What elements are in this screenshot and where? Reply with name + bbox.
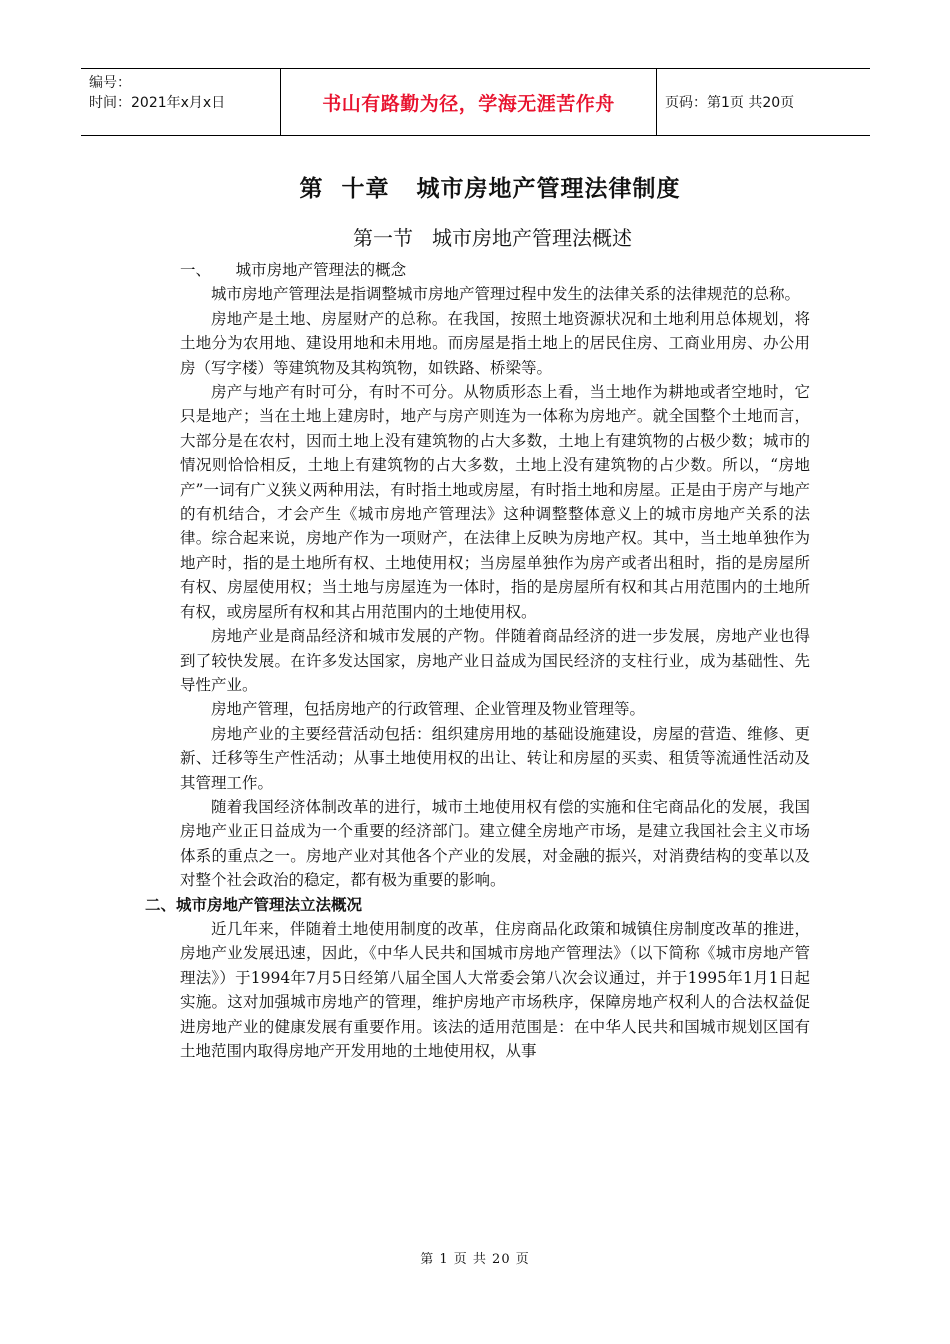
heading-legislation: 二、城市房地产管理法立法概况 [145, 895, 363, 914]
paragraph: 房地产管理，包括房地产的行政管理、企业管理及物业管理等。 [211, 700, 646, 719]
page-footer: 第 1 页 共 20 页 [420, 1252, 530, 1267]
chapter-title: 第 十章 城市房地产管理法律制度 [299, 176, 681, 202]
paragraph: 近几年来，伴随着土地使用制度的改革，住房商品化政策和城镇住房制度改革的推进，房地产业发展迅速，因此，《中华人民共和国城市房地产管理法》（以下简称《城市房地产管理法》）于1994年7月5日经第八届全国人大常委会第八次会议通过，并于1995年1月1日起实施。这对加强城市房地产的管理，维护房地产市场秩序，保障房地产权利人的合法权益促进房地产业的健康发展有重要作用。该法的适用范围是：在中华人民共和国城市规划区国有土地范围内取得房地产开发用地的土地使用权，从事 [180, 919, 810, 1060]
paragraph: 房地产是土地、房屋财产的总称。在我国，按照土地资源状况和土地利用总体规划，将土地分为农用地、建设用地和未用地。而房屋是指土地上的居民住房、工商业用房、办公用房（写字楼）等建筑物及其构筑物，如铁路、桥梁等。 [180, 309, 810, 377]
paragraph: 房地产业的主要经营活动包括：组织建房用地的基础设施建设，房屋的营造、维修、更新、迁移等生产性活动；从事土地使用权的出让、转让和房屋的买卖、租赁等流通性活动及其管理工作。 [180, 724, 810, 792]
paragraph: 房产与地产有时可分，有时不可分。从物质形态上看，当土地作为耕地或者空地时，它只是地产；当在土地上建房时，地产与房产则连为一体称为房地产。就全国整个土地而言，大部分是在农村，因而土地上没有建筑物的占大多数，土地上有建筑物的占极少数；城市的情况则恰恰相反，土地上有建筑物的占大多数，土地上没有建筑物的占少数。所以，“房地产”一词有广义狭义两种用法，有时指土地或房屋，有时指土地和房屋。正是由于房产与地产的有机结合，才会产生《城市房地产管理法》这种调整整体意义上的城市房地产关系的法律。综合起来说，房地产作为一项财产，在法律上反映为房地产权。其中，当土地单独作为地产时，指的是土地所有权、土地使用权；当房屋单独作为房产或者出租时，指的是房屋所有权、房屋使用权；当土地与房屋连为一体时，指的是房屋所有权和其占用范围内的土地所有权，或房屋所有权和其占用范围内的土地使用权。 [180, 383, 810, 621]
section-title: 第一节 城市房地产管理法概述 [352, 226, 633, 250]
heading-concept: 一、 城市房地产管理法的概念 [180, 261, 407, 279]
document-number-label: 编号： [89, 75, 131, 91]
paragraph: 房地产业是商品经济和城市发展的产物。伴随着商品经济的进一步发展，房地产业也得到了较快发展。在许多发达国家，房地产业日益成为国民经济的支柱行业，成为基础性、先导性产业。 [180, 627, 810, 694]
document-time-label: 时间：2021年x月x日 [89, 95, 226, 111]
paragraph: 城市房地产管理法是指调整城市房地产管理过程中发生的法律关系的法律规范的总称。 [211, 285, 801, 304]
header-table [81, 68, 870, 136]
document-body [145, 258, 810, 1063]
header-meta-cell [81, 69, 281, 135]
header-motto: 书山有路勤为径，学海无涯苦作舟 [281, 69, 657, 135]
paragraph: 随着我国经济体制改革的进行，城市土地使用权有偿的实施和住宅商品化的发展，我国房地产业正日益成为一个重要的经济部门。建立健全房地产市场，是建立我国社会主义市场体系的重点之一。房地产业对其他各个产业的发展，对金融的振兴，对消费结构的变革以及对整个社会政治的稳定，都有极为重要的影响。 [180, 797, 810, 890]
header-page-info: 页码：第1页 共20页 [665, 95, 795, 111]
